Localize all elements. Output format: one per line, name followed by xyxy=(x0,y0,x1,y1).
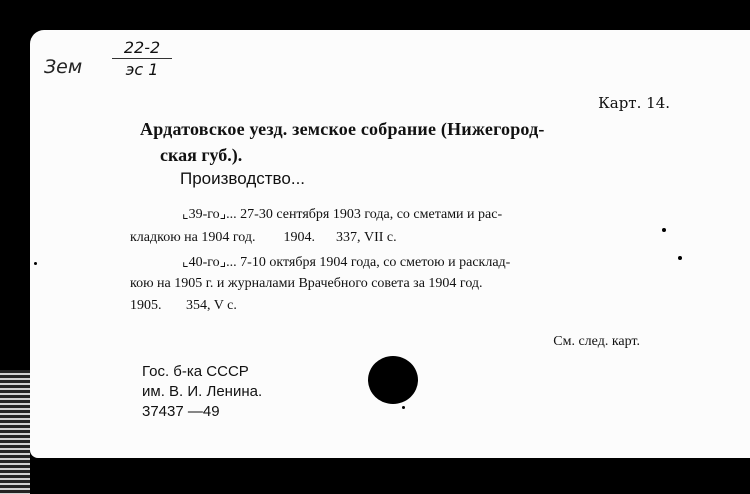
library-line-1: Гос. б-ка СССР xyxy=(142,363,249,380)
speck-dot xyxy=(678,256,682,260)
library-line-3: 37437 —49 xyxy=(142,403,220,420)
speck-dot xyxy=(402,406,405,409)
entry-line-2: кладкою на 1904 год. 1904. 337, VII с. xyxy=(130,230,397,245)
card-subject: Производство... xyxy=(180,169,306,188)
entry-line-4: кою на 1905 г. и журналами Врачебного совета за 1904 год. xyxy=(130,276,483,291)
catalog-card xyxy=(30,30,750,458)
entry-line-3: ⌞40-го⌟... 7-10 октября 1904 года, со сметою и расклад- xyxy=(182,255,511,270)
entry-line-5: 1905. 354, V с. xyxy=(130,298,237,313)
fraction-line xyxy=(112,58,172,59)
handwritten-code: Зем xyxy=(44,56,83,78)
library-stamp-text xyxy=(142,362,262,422)
handwritten-numerator: 22-2 xyxy=(123,38,161,57)
handwritten-shelf-fraction xyxy=(112,38,172,79)
speck-dot xyxy=(662,228,666,232)
speck-dot xyxy=(34,262,37,265)
ink-blot xyxy=(368,356,418,404)
card-title-line-1: Ардатовское уезд. земское собрание (Нижегород- xyxy=(140,119,545,139)
card-title-line-2: ская губ.). xyxy=(160,145,243,165)
handwritten-denominator: эс 1 xyxy=(125,60,159,79)
entry-line-1: ⌞39-го⌟... 27-30 сентября 1903 года, со сметами и рас- xyxy=(182,207,503,222)
card-number: Карт. 14. xyxy=(598,94,670,112)
see-next-card: См. след. карт. xyxy=(553,334,640,349)
film-edge-strip xyxy=(0,370,30,494)
library-line-2: им. В. И. Ленина. xyxy=(142,383,263,400)
